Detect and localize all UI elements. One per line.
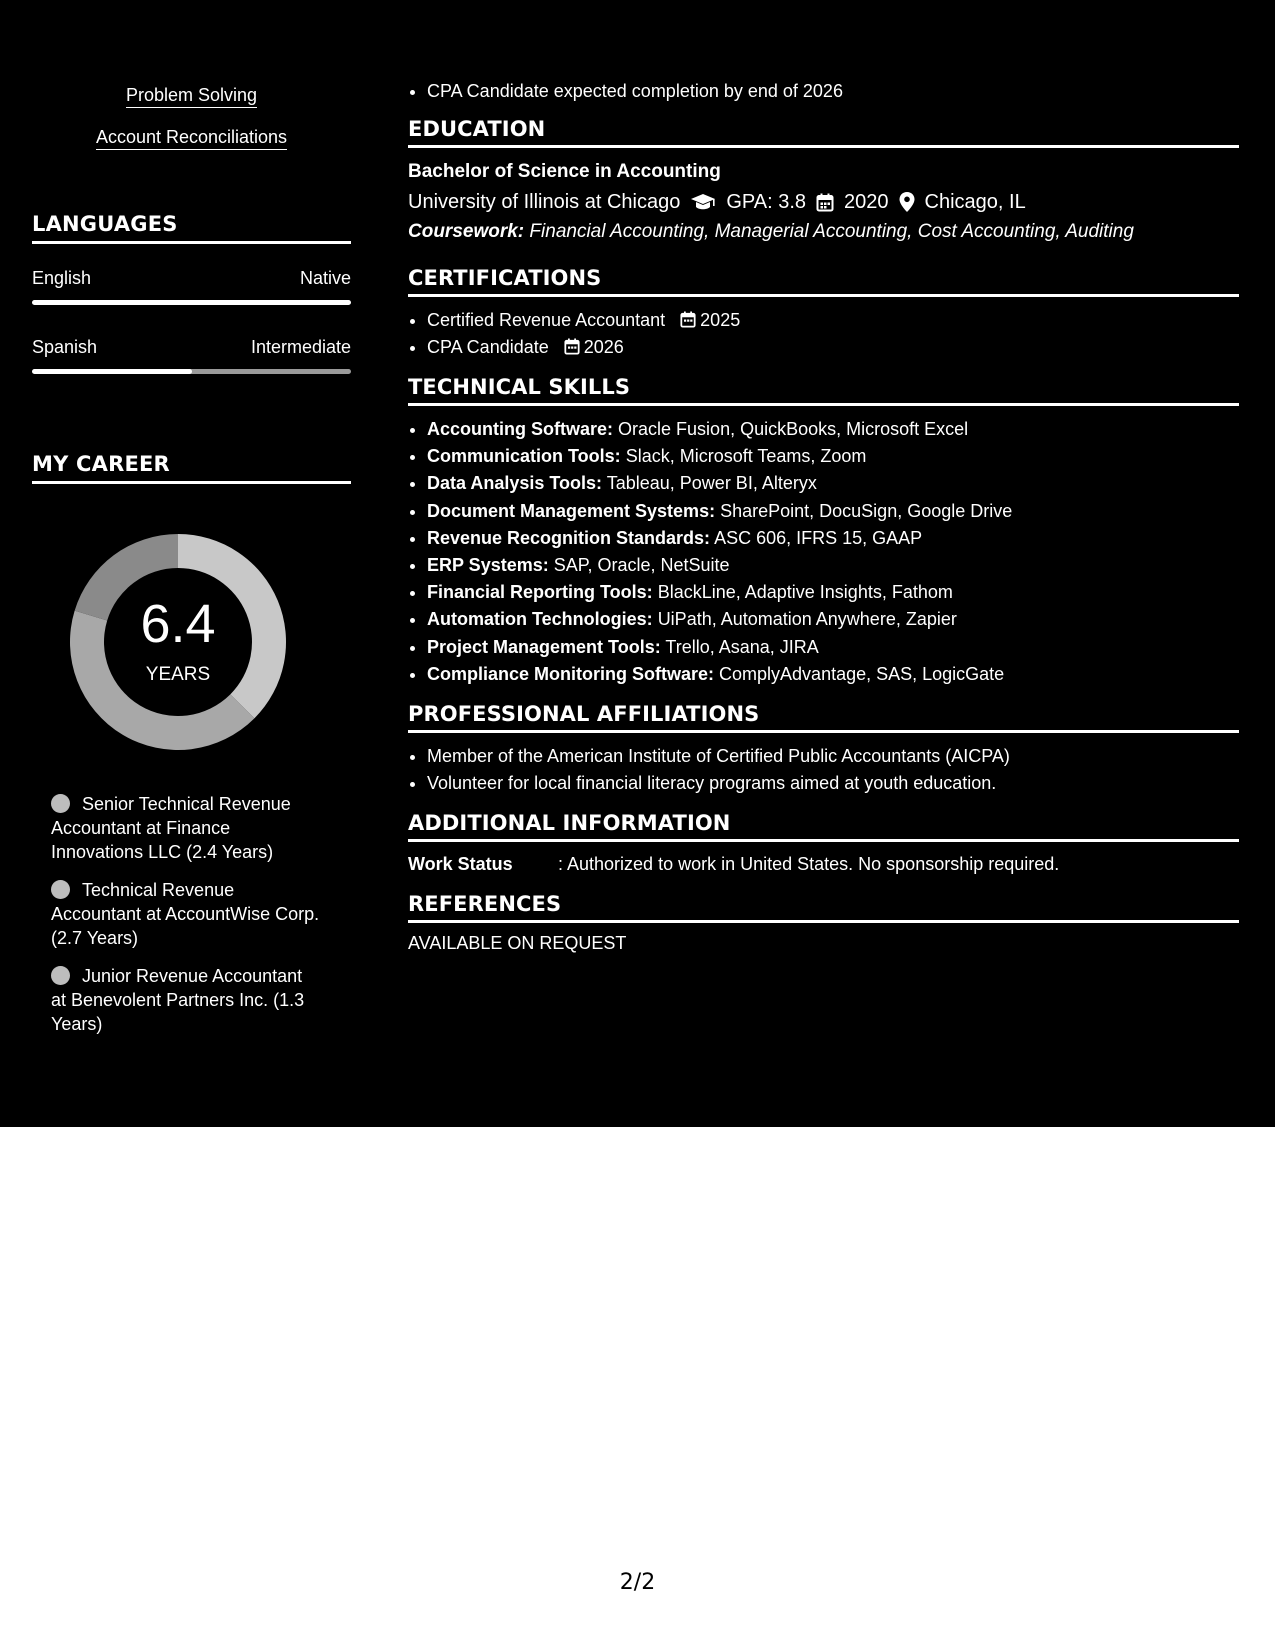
certifications-list [408,307,1239,361]
language-level: Native [299,268,351,288]
calendar-icon [564,338,580,355]
references-heading: REFERENCES [408,892,1239,923]
affiliations-heading: PROFESSIONAL AFFILIATIONS [408,702,1239,733]
education-location: Chicago, IL [924,191,1026,213]
education-coursework [408,218,1239,246]
calendar-icon [680,311,696,328]
calendar-icon [816,193,834,212]
work-status-value: : Authorized to work in United States. No sponsorship required. [558,854,1060,875]
additional-info-heading: ADDITIONAL INFORMATION [408,811,1239,842]
education-degree: Bachelor of Science in Accounting [408,161,721,182]
technical-skill-item: • Financial Reporting Tools: BlackLine, Adaptive Insights, Fathom [427,579,1239,606]
coursework-text: Financial Accounting, Managerial Accounting, Cost Accounting, Auditing [529,221,1134,242]
affiliation-item: • Volunteer for local financial literacy programs aimed at youth education. [427,770,1239,797]
page-number: 2/2 [619,1570,656,1595]
coursework-label: Coursework: [408,221,525,242]
skill-account-reconciliations[interactable]: Account Reconciliations [32,126,351,148]
language-name: English [32,268,92,288]
language-name: Spanish [32,337,98,357]
graduation-cap-icon [690,193,716,211]
language-row-spanish [32,337,351,358]
language-bar-fill [32,369,192,374]
summary-bullet: • CPA Candidate expected completion by end of 2026 [427,78,1239,105]
language-bar-fill [32,300,351,305]
technical-skills-list [408,416,1239,688]
technical-skill-item: • Revenue Recognition Standards: ASC 606, IFRS 15, GAAP [427,525,1239,552]
location-pin-icon [899,192,915,212]
education-year: 2020 [844,191,889,213]
career-dot-icon [51,966,70,985]
affiliation-item: • Member of the American Institute of Certified Public Accountants (AICPA) [427,743,1239,770]
language-level: Intermediate [250,337,351,357]
affiliations-list [408,743,1239,797]
career-total-years: 6.4 [140,594,216,654]
certification-item: • CPA Candidate 2026 [427,334,1239,361]
skill-problem-solving[interactable]: Problem Solving [32,84,351,106]
education-gpa: GPA: 3.8 [726,191,807,213]
education-details [408,186,1239,218]
certification-item: • Certified Revenue Accountant 2025 [427,307,1239,334]
career-item: Technical Revenue Accountant at AccountWise Corp. (2.7 Years) [51,880,320,948]
certifications-heading: CERTIFICATIONS [408,266,1239,297]
languages-heading: LANGUAGES [32,212,351,244]
career-list [51,792,321,1050]
technical-skills-heading: TECHNICAL SKILLS [408,375,1239,406]
career-dot-icon [51,794,70,813]
language-bar-spanish [32,369,351,374]
career-item: Senior Technical Revenue Accountant at Finance Innovations LLC (2.4 Years) [51,794,291,862]
technical-skill-item: • Data Analysis Tools: Tableau, Power BI, Alteryx [427,470,1239,497]
work-status-row [408,852,1239,876]
work-status-label: Work Status [408,854,513,875]
language-bar-english [32,300,351,305]
language-row-english [32,268,351,289]
technical-skill-item: • Accounting Software: Oracle Fusion, QuickBooks, Microsoft Excel [427,416,1239,443]
career-heading: MY CAREER [32,452,351,484]
references-text: AVAILABLE ON REQUEST [408,933,627,954]
technical-skill-item: • Project Management Tools: Trello, Asana, JIRA [427,634,1239,661]
education-heading: EDUCATION [408,117,1239,148]
sidebar [32,84,351,1034]
technical-skill-item: • Compliance Monitoring Software: ComplyAdvantage, SAS, LogicGate [427,661,1239,688]
main-column [408,78,1239,954]
technical-skill-item: • Document Management Systems: SharePoint, DocuSign, Google Drive [427,498,1239,525]
education-school: University of Illinois at Chicago [408,191,681,213]
career-total-unit: YEARS [145,664,211,685]
career-dot-icon [51,880,70,899]
technical-skill-item: • Automation Technologies: UiPath, Automation Anywhere, Zapier [427,606,1239,633]
summary-bullets [408,78,1239,105]
career-item: Junior Revenue Accountant at Benevolent Partners Inc. (1.3 Years) [51,966,305,1034]
technical-skill-item: • ERP Systems: SAP, Oracle, NetSuite [427,552,1239,579]
technical-skill-item: • Communication Tools: Slack, Microsoft Teams, Zoom [427,443,1239,470]
